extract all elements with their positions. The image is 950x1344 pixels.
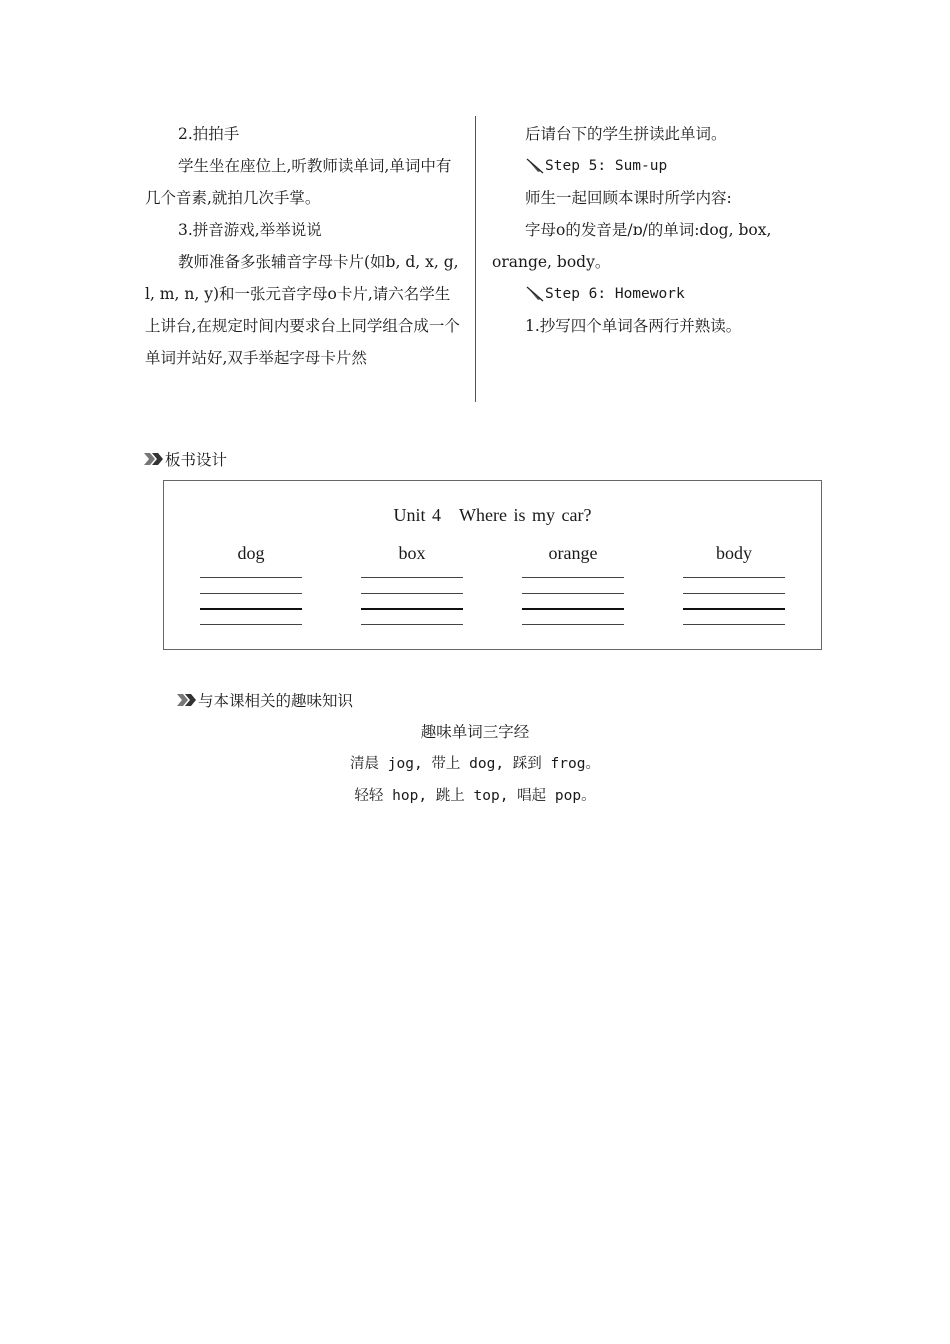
writing-line bbox=[200, 624, 302, 625]
activity-3-heading: 3.拼音游戏,举举说说 bbox=[178, 221, 322, 239]
writing-line bbox=[522, 608, 624, 610]
board-title-text: Where is my car? bbox=[459, 505, 592, 525]
board-design-heading-text: 板书设计 bbox=[165, 451, 228, 469]
writing-line bbox=[200, 577, 302, 578]
word-column-body bbox=[683, 543, 785, 567]
step-5-line-1: 师生一起回顾本课时所学内容: bbox=[525, 189, 732, 207]
right-column bbox=[492, 118, 810, 342]
rhyme-line-2: 轻轻 hop, 跳上 top, 唱起 pop。 bbox=[354, 788, 596, 804]
board-title bbox=[164, 505, 821, 526]
step-6-label: Step 6: Homework bbox=[545, 286, 685, 302]
double-chevron-icon bbox=[176, 693, 198, 707]
writing-line bbox=[361, 593, 463, 594]
writing-line bbox=[522, 593, 624, 594]
writing-line bbox=[683, 577, 785, 578]
quill-pen-icon bbox=[525, 285, 545, 303]
blackboard-design-box bbox=[163, 480, 822, 650]
writing-line bbox=[200, 608, 302, 610]
word-column-box bbox=[361, 543, 463, 567]
activity-3-text: 教师准备多张辅音字母卡片(如b, d, x, g, l, m, n, y)和一张元音字母o卡片,请六名学生上讲台,在规定时间内要求台上同学组合成一个单词并站好,双手举起字母卡片然 bbox=[145, 253, 460, 367]
step-6-heading bbox=[492, 278, 810, 310]
writing-line bbox=[200, 593, 302, 594]
writing-line bbox=[522, 624, 624, 625]
step-5-line-2: 字母o的发音是/ɒ/的单词:dog, box, orange, body。 bbox=[492, 221, 772, 271]
writing-line bbox=[683, 593, 785, 594]
word-column-orange bbox=[522, 543, 624, 567]
step-5-heading bbox=[492, 150, 810, 182]
board-word: box bbox=[398, 543, 426, 563]
writing-line bbox=[522, 577, 624, 578]
writing-line bbox=[683, 608, 785, 610]
board-word: orange bbox=[548, 543, 598, 563]
board-title-unit: Unit 4 bbox=[393, 505, 442, 525]
continuation-text: 后请台下的学生拼读此单词。 bbox=[525, 125, 727, 143]
activity-2-text: 学生坐在座位上,听教师读单词,单词中有几个音素,就拍几次手掌。 bbox=[145, 157, 452, 207]
double-chevron-icon bbox=[143, 452, 165, 466]
board-word: body bbox=[716, 543, 752, 563]
step-5-label: Step 5: Sum-up bbox=[545, 158, 668, 174]
column-divider bbox=[475, 116, 476, 402]
board-design-heading bbox=[143, 448, 227, 470]
board-word: dog bbox=[237, 543, 265, 563]
rhyme-line-1: 清晨 jog, 带上 dog, 踩到 frog。 bbox=[350, 756, 600, 772]
step-6-item: 1.抄写四个单词各两行并熟读。 bbox=[525, 317, 742, 335]
word-column-dog bbox=[200, 543, 302, 567]
activity-2-heading: 2.拍拍手 bbox=[178, 125, 240, 143]
left-column bbox=[145, 118, 463, 374]
writing-line bbox=[361, 624, 463, 625]
quill-pen-icon bbox=[525, 157, 545, 175]
writing-line bbox=[683, 624, 785, 625]
fun-knowledge-heading bbox=[176, 689, 353, 711]
fun-knowledge-heading-text: 与本课相关的趣味知识 bbox=[198, 692, 354, 710]
writing-line bbox=[361, 577, 463, 578]
fun-title: 趣味单词三字经 bbox=[420, 723, 530, 741]
writing-line bbox=[361, 608, 463, 610]
